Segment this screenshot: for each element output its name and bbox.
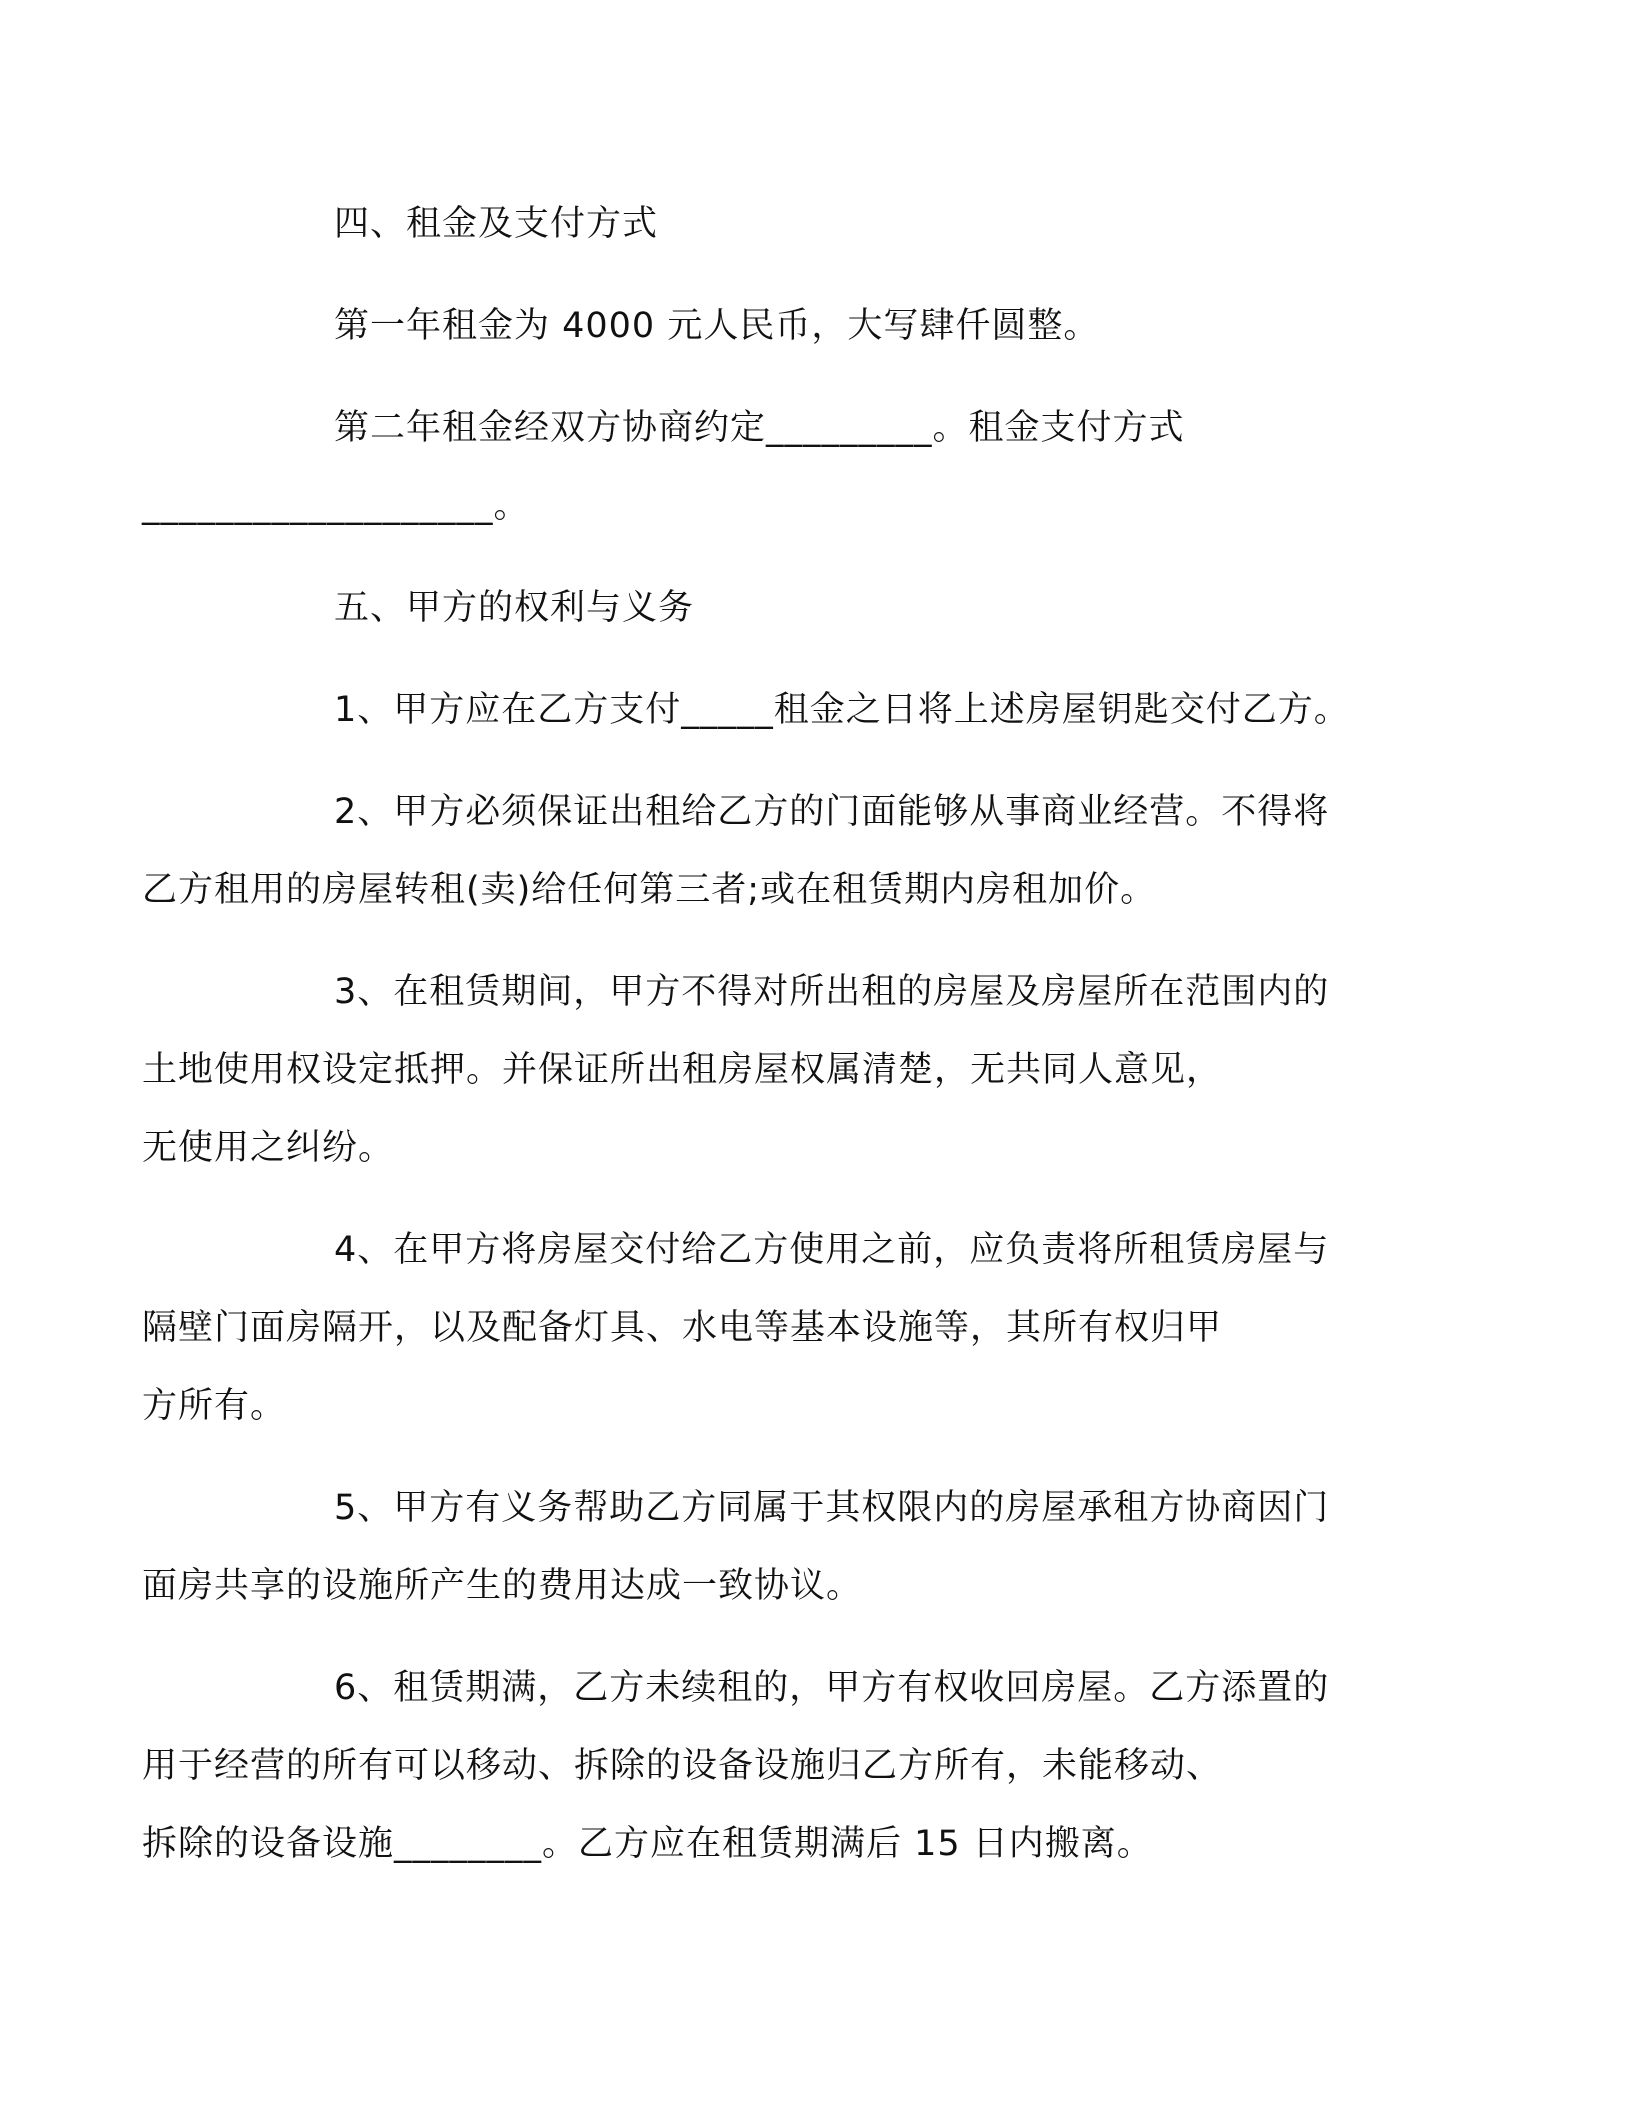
- paragraph-line: 6、租赁期满，乙方未续租的，甲方有权收回房屋。乙方添置的: [334, 1668, 1330, 1708]
- paragraph-line: 1、甲方应在乙方支付_____租金之日将上述房屋钥匙交付乙方。: [334, 690, 1350, 730]
- paragraph-line: 4、在甲方将房屋交付给乙方使用之前，应负责将所租赁房屋与: [334, 1230, 1330, 1270]
- heading-text: 五、甲方的权利与义务: [334, 588, 695, 628]
- clause-4: [142, 1211, 1373, 1445]
- clause-5: [142, 1469, 1373, 1625]
- paragraph-line: 2、甲方必须保证出租给乙方的门面能够从事商业经营。不得将: [334, 792, 1330, 832]
- clause-3: [142, 953, 1373, 1187]
- paragraph-first-year-rent: [238, 287, 1373, 365]
- paragraph-line: ___________________。: [142, 486, 530, 526]
- paragraph-second-year-rent: [142, 389, 1373, 545]
- section-heading-party-a: [238, 569, 1373, 647]
- paragraph-line: 拆除的设备设施________。乙方应在租赁期满后 15 日内搬离。: [142, 1824, 1153, 1864]
- paragraph-line: 第一年租金为 4000 元人民币，大写肆仟圆整。: [334, 306, 1100, 346]
- paragraph-line: 面房共享的设施所产生的费用达成一致协议。: [142, 1566, 863, 1606]
- paragraph-line: 第二年租金经双方协商约定_________。租金支付方式: [334, 408, 1185, 448]
- paragraph-line: 乙方租用的房屋转租(卖)给任何第三者;或在租赁期内房租加价。: [142, 870, 1157, 910]
- paragraph-line: 隔壁门面房隔开，以及配备灯具、水电等基本设施等，其所有权归甲: [142, 1308, 1223, 1348]
- heading-text: 四、租金及支付方式: [334, 204, 659, 244]
- paragraph-line: 方所有。: [142, 1386, 287, 1426]
- section-heading-rent: [238, 185, 1373, 263]
- clause-1: [238, 671, 1373, 749]
- paragraph-line: 3、在租赁期间，甲方不得对所出租的房屋及房屋所在范围内的: [334, 972, 1330, 1012]
- paragraph-line: 用于经营的所有可以移动、拆除的设备设施归乙方所有，未能移动、: [142, 1746, 1223, 1786]
- clause-6: [142, 1649, 1373, 1883]
- paragraph-line: 无使用之纠纷。: [142, 1128, 395, 1168]
- paragraph-line: 土地使用权设定抵押。并保证所出租房屋权属清楚，无共同人意见，: [142, 1050, 1223, 1090]
- clause-2: [142, 773, 1373, 929]
- paragraph-line: 5、甲方有义务帮助乙方同属于其权限内的房屋承租方协商因门: [334, 1488, 1330, 1528]
- document-body: [142, 185, 1373, 1907]
